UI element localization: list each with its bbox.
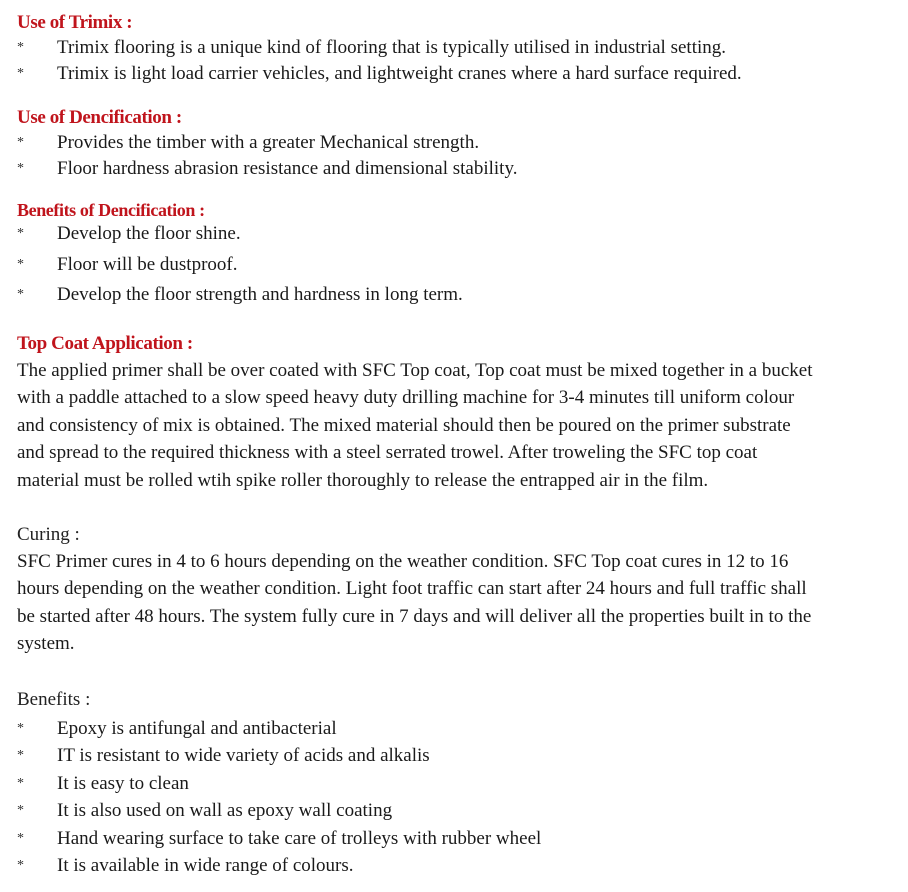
top-coat-paragraph xyxy=(17,357,888,494)
bullet-star-icon: * xyxy=(17,161,24,176)
list-item-text: Develop the floor shine. xyxy=(57,223,241,244)
bullet-star-icon: * xyxy=(17,830,24,846)
dencification-benefits-section xyxy=(17,199,888,310)
list-item-text: IT is resistant to wide variety of acids and alkalis xyxy=(57,745,430,767)
top-coat-heading: Top Coat Application : xyxy=(17,333,193,354)
list-item-text: Trimix flooring is a unique kind of flooring that is typically utilised in industrial setting. xyxy=(57,37,726,58)
top-coat-section xyxy=(17,333,888,494)
list-item-text: Develop the floor strength and hardness in long term. xyxy=(57,284,463,305)
list-item-text: It is available in wide range of colours. xyxy=(57,854,354,876)
paragraph-line: hours depending on the weather condition. Light foot traffic can start after 24 hours and full traffic shall xyxy=(17,578,807,600)
paragraph-line: with a paddle attached to a slow speed heavy duty drilling machine for 3-4 minutes till uniform colour xyxy=(17,387,795,409)
bullet-star-icon: * xyxy=(17,857,24,873)
paragraph-line: and consistency of mix is obtained. The mixed material should then be poured on the primer substrate xyxy=(17,414,791,436)
bullet-star-icon: * xyxy=(17,66,24,81)
dencification-use-heading: Use of Dencification : xyxy=(17,107,182,128)
list-item-text: It is easy to clean xyxy=(57,772,189,794)
trimix-heading: Use of Trimix : xyxy=(17,12,133,33)
bullet-star-icon: * xyxy=(17,721,24,736)
trimix-section xyxy=(17,12,888,87)
list-item xyxy=(17,825,888,852)
dencification-use-section xyxy=(17,107,888,182)
list-item xyxy=(17,770,888,797)
list-item xyxy=(17,797,888,824)
list-item xyxy=(17,280,888,310)
bullet-star-icon: * xyxy=(17,803,24,819)
curing-heading: Curing : xyxy=(17,524,80,545)
paragraph-line: The applied primer shall be over coated with SFC Top coat, Top coat must be mixed together in a bucket xyxy=(17,360,813,381)
list-item-text: Epoxy is antifungal and antibacterial xyxy=(57,718,337,739)
list-item xyxy=(17,61,888,87)
bullet-star-icon: * xyxy=(17,40,24,55)
list-item-text: Floor will be dustproof. xyxy=(57,254,238,275)
bullet-star-icon: * xyxy=(17,748,24,764)
benefits-section xyxy=(17,689,888,879)
dencification-benefits-heading: Benefits of Dencification : xyxy=(17,200,205,220)
bullet-star-icon: * xyxy=(17,226,24,241)
paragraph-line: material must be rolled wtih spike roller thoroughly to release the entrapped air in the film. xyxy=(17,469,709,491)
benefits-heading: Benefits : xyxy=(17,689,91,710)
paragraph-line: SFC Primer cures in 4 to 6 hours depending on the weather condition. SFC Top coat cures in 12 to 16 xyxy=(17,551,789,572)
list-item xyxy=(17,130,888,156)
list-item xyxy=(17,35,888,61)
list-item xyxy=(17,742,888,769)
list-item xyxy=(17,715,888,742)
curing-paragraph xyxy=(17,548,888,658)
list-item xyxy=(17,221,888,250)
paragraph-line: system. xyxy=(17,633,75,655)
paragraph-line: and spread to the required thickness with a steel serrated trowel. After troweling the SFC top coat xyxy=(17,442,758,464)
list-item-text: Hand wearing surface to take care of trolleys with rubber wheel xyxy=(57,827,542,849)
paragraph-line: be started after 48 hours. The system fully cure in 7 days and will deliver all the properties built in to the xyxy=(17,605,812,627)
bullet-star-icon: * xyxy=(17,135,24,150)
bullet-star-icon: * xyxy=(17,257,24,272)
curing-section xyxy=(17,524,888,658)
list-item-text: Trimix is light load carrier vehicles, and lightweight cranes where a hard surface required. xyxy=(57,63,742,84)
list-item xyxy=(17,156,888,182)
bullet-star-icon: * xyxy=(17,287,24,302)
list-item xyxy=(17,852,888,879)
list-item-text: It is also used on wall as epoxy wall coating xyxy=(57,800,393,822)
bullet-star-icon: * xyxy=(17,775,24,791)
list-item-text: Provides the timber with a greater Mechanical strength. xyxy=(57,132,480,153)
list-item-text: Floor hardness abrasion resistance and dimensional stability. xyxy=(57,158,518,179)
list-item xyxy=(17,250,888,280)
